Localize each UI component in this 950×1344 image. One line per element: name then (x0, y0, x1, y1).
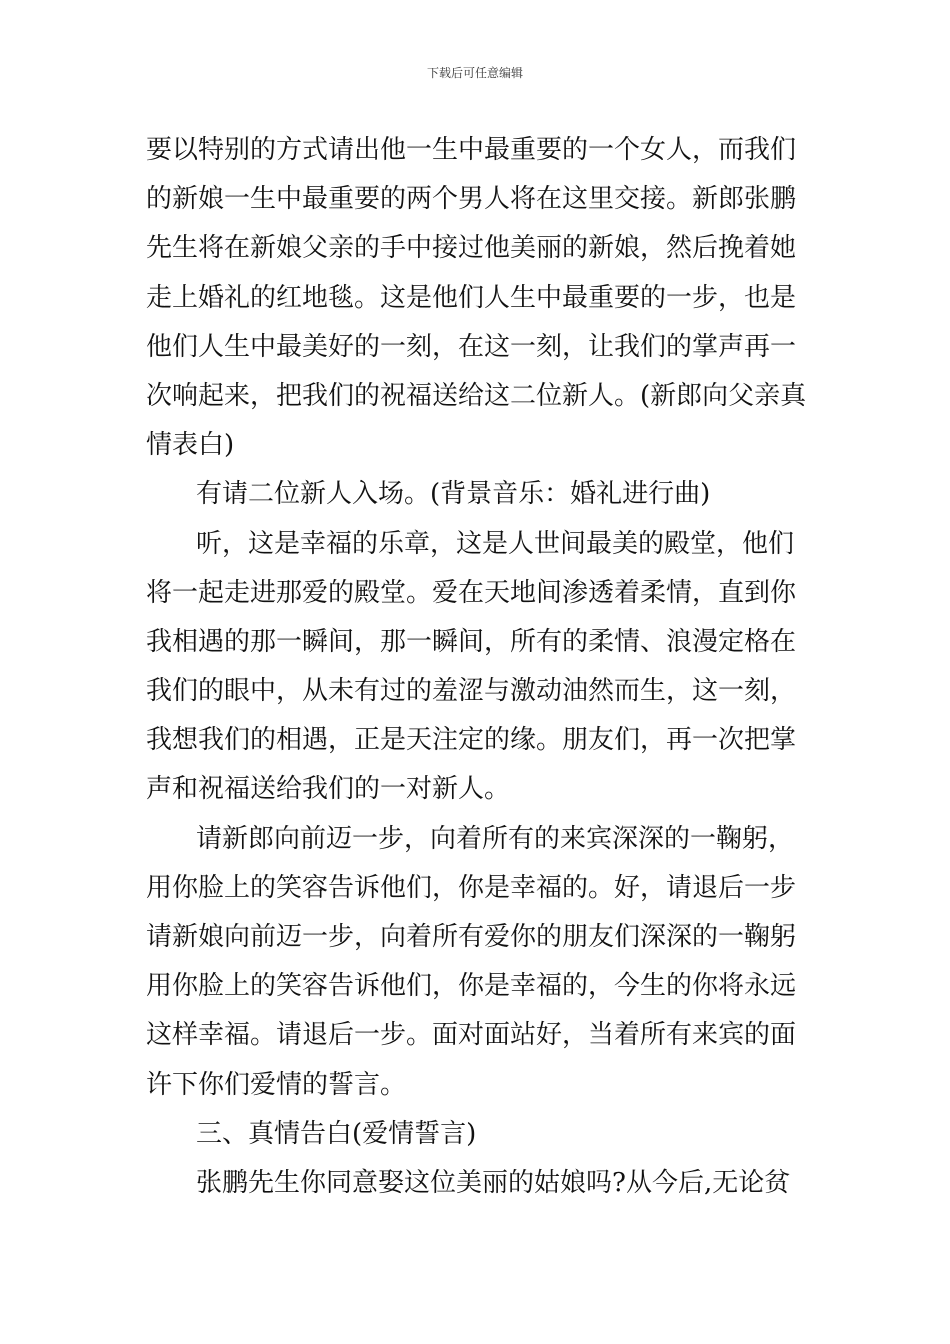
body-line: 要以特别的方式请出他一生中最重要的一个女人，而我们 (146, 135, 797, 165)
body-line: 他们人生中最美好的一刻，在这一刻，让我们的掌声再一 (146, 331, 797, 362)
body-line: 张鹏先生你同意娶这位美丽的姑娘吗?从今后,无论贫 (196, 1167, 791, 1198)
body-line: 用你脸上的笑容告诉他们，你是幸福的，今生的你将永远 (146, 971, 797, 1002)
body-line: 我想我们的相遇，正是天注定的缘。朋友们，再一次把掌 (146, 725, 797, 756)
body-line: 的新娘一生中最重要的两个男人将在这里交接。新郎张鹏 (146, 184, 797, 215)
body-line: 用你脸上的笑容告诉他们，你是幸福的。好，请退后一步 (146, 872, 797, 903)
page-header-note: 下载后可任意编辑 (426, 66, 523, 80)
body-line: 次响起来，把我们的祝福送给这二位新人。(新郎向父亲真 (146, 380, 807, 411)
body-line: 许下你们爱情的誓言。 (146, 1069, 407, 1100)
body-line: 请新娘向前迈一步，向着所有爱你的朋友们深深的一鞠躬 (146, 922, 797, 952)
body-line: 声和祝福送给我们的一对新人。 (146, 774, 511, 805)
body-line: 听，这是幸福的乐章，这是人世间最美的殿堂，他们 (196, 528, 795, 559)
body-line: 请新郎向前迈一步，向着所有的来宾深深的一鞠躬， (196, 823, 795, 854)
section-heading: 三、真情告白(爱情誓言) (196, 1118, 477, 1149)
document-body (146, 126, 810, 1208)
body-line: 先生将在新娘父亲的手中接过他美丽的新娘，然后挽着她 (146, 233, 797, 264)
body-line: 有请二位新人入场。(背景音乐：婚礼进行曲) (196, 479, 711, 510)
body-line: 情表白) (146, 430, 235, 461)
body-line: 这样幸福。请退后一步。面对面站好，当着所有来宾的面 (146, 1020, 797, 1051)
body-line: 我们的眼中，从未有过的羞涩与激动油然而生，这一刻， (146, 676, 797, 707)
body-line: 我相遇的那一瞬间，那一瞬间，所有的柔情、浪漫定格在 (146, 626, 797, 657)
body-line: 走上婚礼的红地毯。这是他们人生中最重要的一步，也是 (146, 282, 797, 313)
body-line: 将一起走进那爱的殿堂。爱在天地间渗透着柔情，直到你 (146, 577, 797, 608)
